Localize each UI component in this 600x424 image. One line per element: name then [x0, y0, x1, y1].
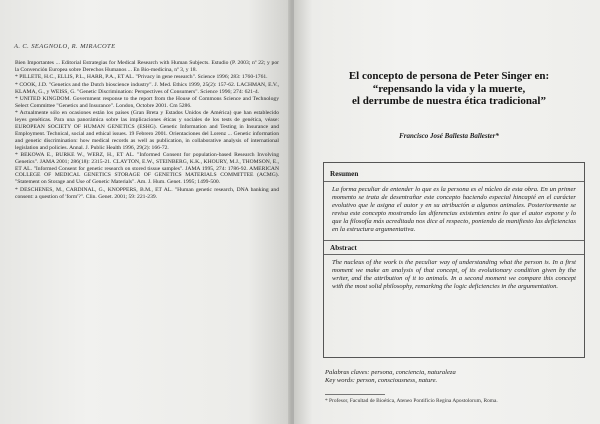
title-line: el derrumbe de nuestra ética tradicional” [352, 95, 546, 107]
running-head: A. C. SEAGNOLO, R. MIRACOTE [14, 43, 116, 50]
abstract-text: The nucleus of the work is the peculiar way of understanding what the person is. In a first moment we make an analysis of that concept, of its evolutionary condition given by the writer, and the attribution of it to animals. In a second moment we compare this concept with the most solid philosophy, remarking the logic deficiencies in the argumentation. [332, 258, 576, 290]
footnote: * Profesor, Facultad de Bioética, Ateneo Pontificio Regina Apostolorum, Roma. [325, 398, 498, 404]
keywords [325, 369, 587, 385]
keywords-en: Key words: person, consciousness, nature. [325, 377, 438, 384]
reference-item: * Actualmente sólo en ocasiones están los países (Gran Breta y Estados Unidos de América) que han establecido leyes genéticas. Para una panorámica sobre las implicaciones éticas y sociales de los tests de genética, véase: EUROPEAN SOCIETY OF HUMAN GENETICS (ESHG). Genetic Information and Testing in Insurance and Employment. Technical, social and ethical issues. 19 Febrero 2001. Orientaciones del Lorenz ... Genetic information and genetic discrimination: how medical records as well as publication, in collaborative analysis of international legislation and policies. Annal. J. Public Health 1996, 29(2): 166-72. [15, 110, 279, 151]
reference-item: * PILLETE, H.C., ELLIS, P.L., HARR, P.A., ET AL. "Privacy in gene research". Science 1996; 283: 1760-1761. [15, 74, 268, 81]
reference-item: * DESCHENES, M., CARDINAL, G., KNOPPERS, B.M., ET AL. "Human genetic research, DNA banking and consent: a question of 'form'?". Clin. Genet. 2001; 59: 221-239. [15, 186, 279, 200]
resumen-text: La forma peculiar de entender lo que es la persona es el núcleo de esta obra. En un primer momento se trata de desentrañar este concepto haciendo especial hincapié en el carácter evolutivo que le asigna el autor y en su atribución a algunos animales. Posteriormente se revisa este concepto mostrando las diferencias existentes entre lo que el autor expone y lo que la filosofía más acreditada nos dice al respecto, poniendo de manifiesto las deficiencias en la estructura argumentativa. [332, 186, 576, 234]
reference-item: Bien Importantes ... Editorial Estrategias for Medical Research with Human Subjects. Estudio (P. 2003; nº 22; y por la Convención Europea sobre Derechos Humanos ... En Bio-medicina, nº 3, y 18. [15, 60, 279, 73]
abstract-box [323, 162, 585, 358]
reference-item: * BEKOWA E., BURKE W., WERZ, H., ET AL. "Informed Consent for population-based Research Involving Genetics". JAMA 2001; 286(18): 2315-21. CLAYTON, E.W., STEINBERG, K.K., KHOURY, M.J., THOMSON, E., ET AL. "Informed Consent for genetic research on stored tissue samples". JAMA 1995, 274: 1786-92. AMERICAN COLLEGE OF MEDICAL GENETICS STORAGE OF GENETICS MATERIALS COMMITTEE (ACMG). "Statement on Storage and Use of Genetic Materials". Am. J. Hum. Genet. 1995; 1499-500. [15, 151, 279, 186]
footnote-divider [325, 394, 385, 395]
abstract-heading: Abstract [324, 240, 584, 255]
left-page [0, 0, 292, 424]
title-line: “repensando la vida y la muerte, [372, 82, 526, 95]
reference-item: * UNITED KINGDOM. Government response to the report from the House of Commons Science and Technology Select Committee "Genetics and Insurance". London, Octobre 2001. Cm 5286. [15, 96, 279, 109]
title-line: El concepto de persona de Peter Singer en: [348, 70, 550, 82]
author-name: Francisco José Ballesta Ballester* [399, 132, 499, 140]
article-title [318, 70, 580, 108]
reference-item: * COOK, J.D. "Genetics and the Dutch bioscience industry". J. Med. Ethics 1999, 25(2): 157-62. LACHMAN, E.V., KLAMA, G., y WEISS, G. "Genetic Discrimination: Perspectives of Consumers". Science 1996; 274: 621-4. [15, 81, 279, 95]
reference-list [15, 60, 279, 201]
resumen-heading: Resumen [324, 169, 584, 182]
keywords-es: Palabras claves: persona, conciencia, naturaleza [325, 369, 456, 376]
